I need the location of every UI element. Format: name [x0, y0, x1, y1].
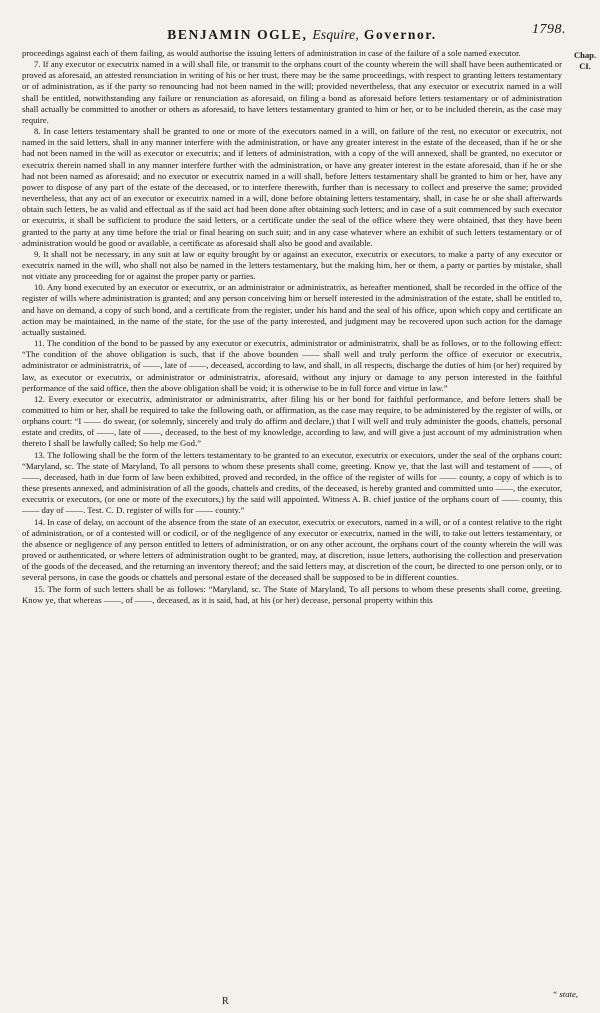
paragraph-section-12: 12. Every executor or executrix, administrator or administratrix, after filing his or her bond for faithful performance, and before letters shall be committed to him or her, shall be required to take the following oath, or affirmation, as the case may require, to be administered by the register of wills, or orphans court: “I —— do swear, (or solemnly, sincerely and truly do affirm and declare,) that I will well and truly administer the goods, chattels, personal estate and credits, of ——, late of ——, deceased, to the best of my knowledge, according to law, and will give a just account of my administration when thereto I shall be lawfully called; So help me God.” [22, 393, 562, 449]
paragraph-continuation: proceedings against each of them failing, as would authorise the issuing letters of administration in case of the failure of a sole named executor. [22, 48, 521, 58]
chapter-label: Chap. [574, 50, 596, 60]
catchword: “ state, [552, 989, 578, 999]
running-head-office: Governor. [363, 27, 437, 42]
running-head-title: Esquire, [312, 27, 359, 42]
running-head [22, 26, 582, 44]
chapter-number: CI. [579, 61, 591, 71]
paragraph-section-10: 10. Any bond executed by an executor or executrix, or an administrator or administratrix, as hereafter mentioned, shall be recorded in the office of the register of wills where administration is granted; and any person conceiving him or herself interested in the administration of the estate, shall be entitled to, and have on demand, a copy of such bond, and a certificate from the register, under his hand and the seal of his office, upon which copy and certificate an action may be maintained, in the name of the state, for the use of the party interested, and judgment may be recovered upon such action for the damage actually sustained. [22, 282, 562, 337]
paragraph-section-14: 14. In case of delay, on account of the absence from the state of an executor, executrix or executors, named in a will, or of a contest relative to the right of administration, or of a contested will or codicil, or of the negligence of any executor or executrix, named in the will, to take out letters testamentary, or the absence or negligence of any person entitled to letters of administration, or on any other account, the orphans court of the county wherein the will was proved or authenticated, or where letters of administration ought to be granted, may, at discretion, issue letters, authorising the collection and preservation of the goods of the deceased, and the returning an inventory thereof; and the said letters may, at discretion of the court, be directed to one person only, or to several persons, in case the goods or chattels and personal estate of the deceased shall be supposed to be in different counties. [22, 516, 562, 583]
paragraph-section-9: 9. It shall not be necessary, in any suit at law or equity brought by or against an executor, executrix or executors, to make a party of any executor or executrix named in the will, who shall not also be named in the letters testamentary, but the making him, her or them, a party or parties by mistake, shall not vitiate any proceeding for or against the proper party or parties. [22, 248, 562, 282]
signature-mark: R [222, 996, 229, 1007]
running-head-name: BENJAMIN OGLE, [167, 27, 308, 42]
body-text [22, 48, 562, 606]
paragraph-section-15: 15. The form of such letters shall be as follows: “Maryland, sc. The State of Maryland, To all persons to whom these presents shall come, greeting. Know ye, that whereas ——, of ——, deceased, as it is said, had, at his (or her) decease, personal property within this [22, 583, 562, 605]
paragraph-section-13: 13. The following shall be the form of the letters testamentary to be granted to an executor, executrix or executors, under the seal of the orphans court: “Maryland, sc. The state of Maryland, To all persons to whom these presents shall come, greeting. Know ye, that the last will and testament of ——, of ——, deceased, hath in due form of law been exhibited, proved and recorded, in the office of the register of wills for —— county, a copy of which is to these presents annexed, and administration of all the goods, chattels and credits, of the deceased, is hereby granted and committed unto ——, the executor, executrix or executors, (or one or more of the executors,) by the said will appointed. Witness A. B. chief justice of the orphans court of —— county, this —— day of ——. Test. C. D. register of wills for —— county.” [22, 449, 562, 516]
paragraph-section-8: 8. In case letters testamentary shall be granted to one or more of the executors named in a will, on failure of the rest, no executor or executrix, not named in the said letters, shall in any manner interfere with the administration, or have any greater interest in the estate of the deceased, than if he or she had not been named in the will as executor or executrix; and if letters of administration, with a copy of the will annexed, shall be granted, no executor or executrix therein named shall in any manner interfere further with the administration, or have any greater interest in the estate aforesaid, than if he or she had not been named as aforesaid; and no executor or executrix named in a will shall, before letters testamentary shall be granted to him or her, have any power to dispose of any part of the estate of the deceased, or to interfere therewith, further than is necessary to collect and preserve the same; provided nevertheless, that any act of an executor or executrix named in a will, done before obtaining letters testamentary, shall, in case he or she shall afterwards obtain such letters, be as valid and effectual as if the said act had been done after obtaining such letters; and in case of a suit commenced by such executor or executrix, it shall be sufficient to produce the said letters, or a certificate under the seal of the office where they were obtained, that they have been granted to the party at any time before the trial or final hearing on such suit; and in any case whatever where an exhibit of such letters testamentary or of administration would be good or available, a certificate as aforesaid shall also be good and available. [22, 126, 562, 248]
paragraph-section-7: 7. If any executor or executrix named in a will shall file, or transmit to the orphans court of the county wherein the will shall have been authenticated or proved as aforesaid, an attested renunciation in writing of his or her trust, there may be the same proceedings, with respect to granting letters testamentary or of administration, as if the party so renouncing had not been named in the will; provided nevertheless, that any executor or executrix named in a will shall be entitled, notwithstanding any failure or renunciation as aforesaid, on filing a bond as aforesaid before letters testamentary or of administration shall actually be committed to another or others as aforesaid, to have letters testamentary granted to him or her, or to be included therein, as the case may require. [22, 59, 562, 125]
chapter-margin-note [574, 50, 596, 72]
page-year: 1798. [532, 22, 566, 37]
paragraph-section-11: 11. The condition of the bond to be passed by any executor or executrix, administrator or administratrix, shall be as follows, or to the following effect: “The condition of the above obligation is such, that if the above bounden —— shall well and truly perform the office of executor or executrix, administrator or administratrix, of ——, late of ——, deceased, according to law, and shall, in all respects, discharge the duties of him (or her) required by law, as executor or executrix, or administrator or administratrix, aforesaid, without any injury or damage to any person interested in the faithful performance of the said office, then the above obligation shall be void; it is otherwise to be in full force and virtue in law.” [22, 338, 562, 393]
